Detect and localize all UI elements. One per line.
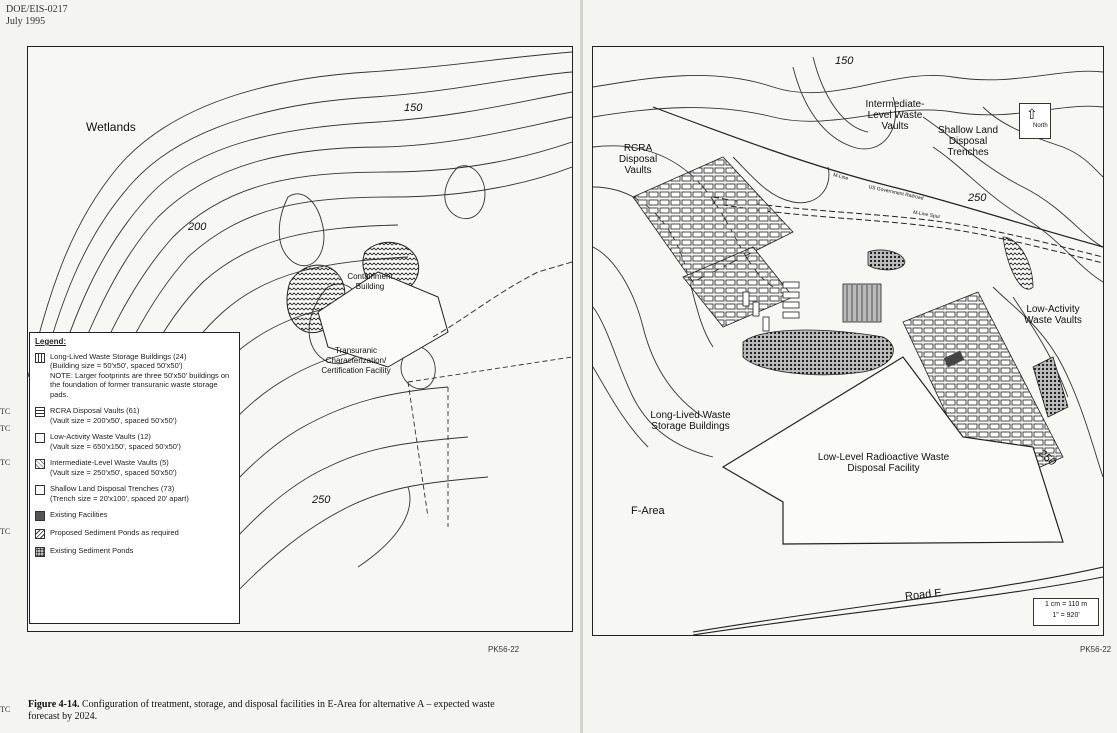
contour-label-200: 200 — [188, 221, 207, 233]
scale-box — [1033, 598, 1099, 626]
legend-item-existing-ponds — [35, 546, 234, 557]
figure-caption — [28, 699, 508, 723]
map-legend — [29, 332, 240, 624]
figure-number: Figure 4-14. — [28, 699, 80, 710]
page-spine — [580, 0, 583, 733]
long-lived-buildings-label: Long-Lived Waste Storage Buildings — [650, 410, 731, 432]
m-line-label: M-Line — [832, 172, 849, 182]
legend-item-proposed-ponds — [35, 528, 234, 539]
north-label: North — [1033, 123, 1048, 129]
contour-label-250: 250 — [312, 494, 331, 506]
legend-item-existing-facilities — [35, 510, 234, 521]
existing-facilities-swatch-icon — [35, 511, 45, 521]
legend-item-note: NOTE: Larger footprints are three 50'x50' buildings on the foundation of former transuranic waste storage pads. — [50, 370, 230, 399]
contour-label-150: 150 — [404, 102, 423, 114]
legend-item-text: Proposed Sediment Ponds as required — [50, 528, 179, 537]
tc-mark: TC — [0, 705, 11, 714]
wetlands-label: Wetlands — [86, 120, 136, 134]
legend-title: Legend: — [35, 337, 67, 346]
legend-item-text: Existing Facilities — [50, 510, 108, 519]
scale-imperial: 1" = 920' — [1052, 612, 1080, 619]
tc-mark: TC — [0, 458, 11, 467]
legend-item-rcra — [35, 406, 234, 425]
long-lived-swatch-icon — [35, 353, 45, 363]
intermediate-swatch-icon — [35, 459, 45, 469]
legend-item-sub: (Building size = 50'x50', spaced 50'x50') — [50, 361, 183, 370]
low-activity-vaults-label: Low-Activity Waste Vaults — [1024, 304, 1082, 326]
low-level-facility-label: Low-Level Radioactive Waste Disposal Facility — [817, 452, 950, 474]
tc-mark: TC — [0, 407, 11, 416]
legend-item-sub: (Vault size = 650'x150', spaced 50'x50') — [50, 441, 181, 451]
low-activity-swatch-icon — [35, 433, 45, 443]
scale-metric: 1 cm = 110 m — [1044, 601, 1088, 608]
rcra-vaults-label: RCRA Disposal Vaults — [618, 143, 658, 176]
left-map-pk-code: PK56-22 — [488, 645, 520, 654]
legend-item-sub: (Vault size = 250'x50', spaced 50'x50') — [50, 467, 177, 477]
containment-building-label: Containment Building — [347, 272, 393, 291]
north-arrow — [1019, 103, 1051, 139]
doc-date: July 1995 — [6, 16, 46, 27]
doc-header — [6, 4, 68, 28]
legend-item-text: Shallow Land Disposal Trenches (73) — [50, 484, 175, 493]
legend-item-long-lived — [35, 352, 234, 400]
shallow-trenches-label: Shallow Land Disposal Trenches — [937, 125, 999, 158]
f-area-label: F-Area — [631, 505, 665, 517]
legend-item-sub: (Vault size = 200'x50', spaced 50'x50') — [50, 415, 177, 425]
transuranic-facility-label: Transuranic Characterization/ Certification Facility — [321, 346, 391, 375]
legend-item-low-activity — [35, 432, 234, 451]
road-e-label: Road E — [904, 587, 943, 603]
proposed-ponds-swatch-icon — [35, 529, 45, 539]
legend-item-intermediate — [35, 458, 234, 477]
legend-item-text: Existing Sediment Ponds — [50, 546, 134, 555]
shallow-land-swatch-icon — [35, 485, 45, 495]
tc-mark: TC — [0, 424, 11, 433]
caption-text: Configuration of treatment, storage, and disposal facilities in E-Area for alternative A – expected waste forecast by 2024. — [28, 699, 495, 722]
m-line-spur-label: M-Line Spur — [912, 209, 941, 221]
legend-item-text: Low-Activity Waste Vaults (12) — [50, 432, 151, 441]
contour-label-250-right-b: 250 — [1036, 447, 1059, 469]
legend-item-text: Intermediate-Level Waste Vaults (5) — [50, 458, 169, 467]
contour-label-150-right: 150 — [835, 55, 854, 67]
tc-mark: TC — [0, 527, 11, 536]
north-arrow-icon: ⇧ — [1026, 106, 1038, 122]
intermediate-vaults-label: Intermediate- Level Waste Vaults — [865, 99, 925, 132]
legend-item-text: Long-Lived Waste Storage Buildings (24) — [50, 351, 187, 361]
doc-id: DOE/EIS-0217 — [6, 4, 68, 15]
contour-label-250-right: 250 — [968, 192, 987, 204]
right-map-pk-code: PK56-22 — [1080, 645, 1112, 654]
legend-item-sub: (Trench size = 20'x100', spaced 20' apart) — [50, 493, 189, 503]
legend-item-text: RCRA Disposal Vaults (61) — [50, 406, 140, 415]
railroad-label: US Government Railroad — [867, 184, 924, 202]
existing-ponds-swatch-icon — [35, 547, 45, 557]
rcra-swatch-icon — [35, 407, 45, 417]
legend-item-shallow-land — [35, 484, 234, 503]
